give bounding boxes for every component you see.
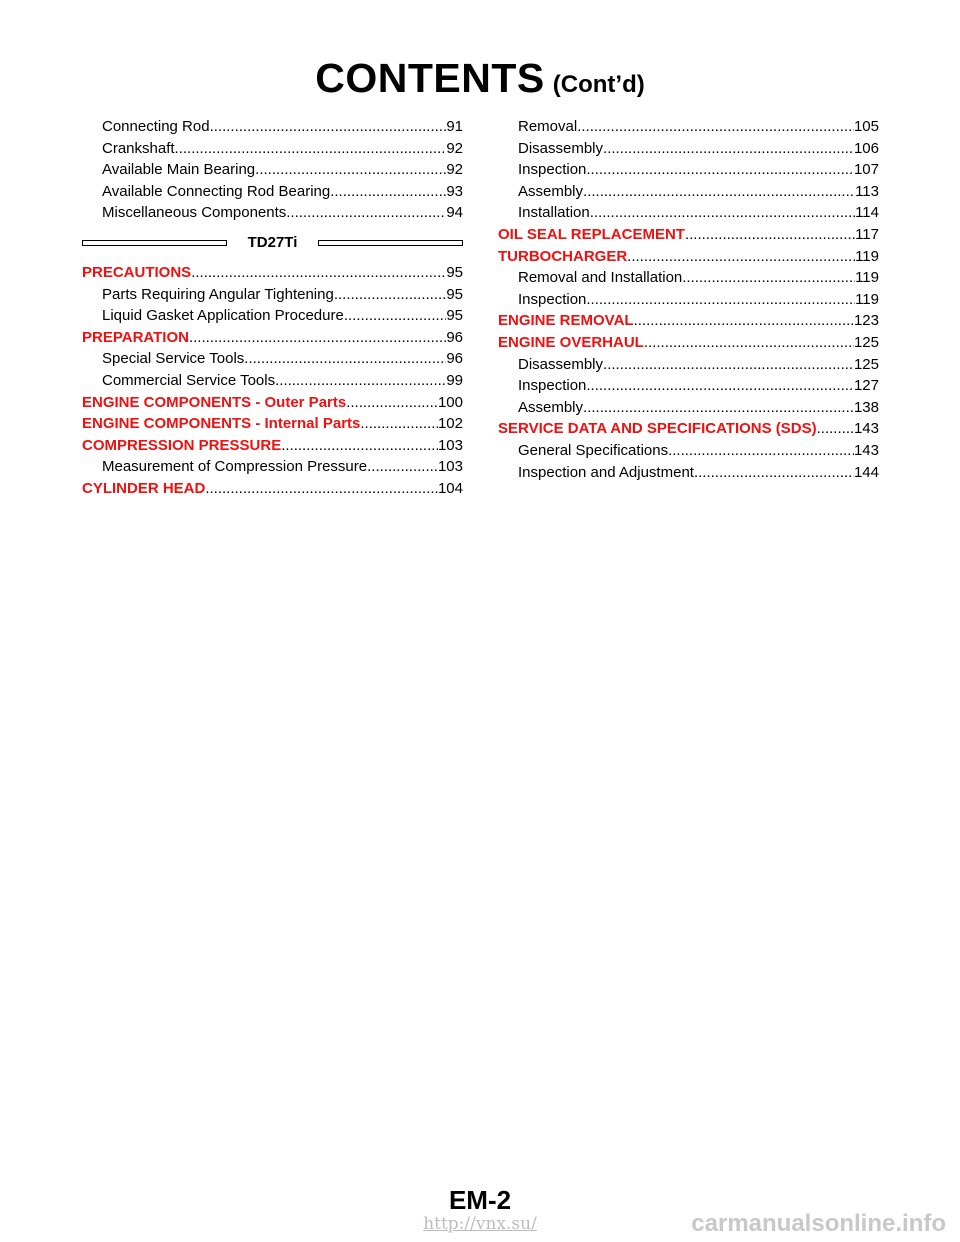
section-name: TD27Ti bbox=[247, 234, 298, 252]
toc-entry-label: SERVICE DATA AND SPECIFICATIONS (SDS) bbox=[498, 420, 817, 438]
leader-dots bbox=[583, 397, 854, 419]
leader-dots bbox=[205, 478, 438, 500]
leader-dots bbox=[344, 305, 446, 327]
leader-dots bbox=[668, 440, 854, 462]
toc-entry-label: Assembly bbox=[518, 398, 584, 416]
toc-entry[interactable] bbox=[82, 138, 463, 160]
toc-entry-page: 100 bbox=[437, 393, 463, 411]
toc-entry-page: 99 bbox=[446, 371, 463, 389]
toc-entry-page: 103 bbox=[437, 458, 463, 476]
toc-entry-label: Parts Requiring Angular Tightening bbox=[102, 285, 334, 303]
toc-entry-label: Measurement of Compression Pressure bbox=[102, 458, 368, 476]
toc-entry-label: CYLINDER HEAD bbox=[82, 479, 206, 497]
leader-dots bbox=[682, 267, 855, 289]
leader-dots bbox=[244, 348, 446, 370]
toc-entry[interactable] bbox=[82, 370, 463, 392]
leader-dots bbox=[634, 310, 854, 332]
toc-entry[interactable] bbox=[498, 462, 879, 484]
toc-entry-label: Removal bbox=[518, 118, 578, 135]
toc-entry-label: Connecting Rod bbox=[102, 118, 210, 135]
divider-rule-right bbox=[318, 240, 463, 246]
toc-entry[interactable] bbox=[498, 138, 879, 160]
divider-rule-left bbox=[82, 240, 227, 246]
toc-entry-page: 123 bbox=[853, 312, 879, 330]
toc-entry-label: Installation bbox=[518, 204, 590, 222]
toc-entry[interactable] bbox=[82, 348, 463, 370]
toc-entry-label: ENGINE COMPONENTS - Outer Parts bbox=[82, 393, 347, 411]
toc-entry[interactable] bbox=[82, 284, 463, 306]
toc-entry[interactable] bbox=[82, 159, 463, 181]
toc-heading-entry[interactable] bbox=[82, 392, 463, 414]
toc-entry[interactable] bbox=[498, 289, 879, 311]
leader-dots bbox=[586, 289, 855, 311]
toc-heading-entry[interactable] bbox=[498, 418, 879, 440]
toc-entry[interactable] bbox=[498, 181, 879, 203]
leader-dots bbox=[817, 418, 854, 440]
toc-entry-label: Available Connecting Rod Bearing bbox=[102, 182, 331, 200]
toc-entry[interactable] bbox=[82, 305, 463, 327]
toc-entry-page: 95 bbox=[446, 307, 463, 325]
toc-heading-entry[interactable] bbox=[498, 332, 879, 354]
toc-left-column bbox=[82, 116, 463, 500]
toc-entry-label: Liquid Gasket Application Procedure bbox=[102, 307, 344, 325]
toc-entry-page: 96 bbox=[446, 350, 463, 368]
toc-entry[interactable] bbox=[82, 202, 463, 224]
leader-dots bbox=[603, 354, 854, 376]
leader-dots bbox=[175, 138, 447, 160]
section-divider bbox=[82, 232, 463, 254]
toc-entry-page: 93 bbox=[446, 182, 463, 200]
toc-entry[interactable] bbox=[82, 181, 463, 203]
toc-entry-label: Inspection bbox=[518, 290, 587, 308]
toc-entry-page: 106 bbox=[853, 139, 879, 157]
toc-entry-page: 119 bbox=[855, 290, 879, 308]
toc-entry-label: Assembly bbox=[518, 182, 584, 200]
toc-entry[interactable] bbox=[498, 397, 879, 419]
toc-entry[interactable] bbox=[498, 267, 879, 289]
leader-dots bbox=[191, 262, 446, 284]
leader-dots bbox=[644, 332, 854, 354]
toc-entry-label: Disassembly bbox=[518, 139, 604, 157]
toc-right-column bbox=[498, 116, 879, 483]
toc-entry-label: PREPARATION bbox=[82, 328, 189, 346]
toc-entry-page: 143 bbox=[853, 420, 879, 438]
toc-entry-page: 96 bbox=[446, 328, 463, 346]
toc-entry-page: 143 bbox=[853, 441, 879, 459]
leader-dots bbox=[583, 181, 855, 203]
toc-heading-entry[interactable] bbox=[498, 246, 879, 268]
toc-entry-label: Disassembly bbox=[518, 355, 604, 373]
toc-entry-label: ENGINE COMPONENTS - Internal Parts bbox=[82, 415, 361, 433]
toc-heading-entry[interactable] bbox=[82, 327, 463, 349]
toc-entry-label: ENGINE OVERHAUL bbox=[498, 333, 644, 351]
toc-entry-page: 91 bbox=[446, 118, 463, 135]
toc-heading-entry[interactable] bbox=[498, 224, 879, 246]
toc-entry-page: 113 bbox=[855, 182, 879, 200]
toc-entry[interactable] bbox=[498, 202, 879, 224]
toc-entry-page: 114 bbox=[855, 204, 879, 222]
toc-entry-page: 125 bbox=[853, 333, 879, 351]
title-main: CONTENTS bbox=[315, 55, 545, 101]
toc-heading-entry[interactable] bbox=[498, 310, 879, 332]
leader-dots bbox=[360, 413, 438, 435]
toc-entry-page: 104 bbox=[437, 479, 463, 497]
title-subtitle: (Cont’d) bbox=[552, 71, 645, 98]
toc-entry[interactable] bbox=[498, 354, 879, 376]
footer-link[interactable]: http://vnx.su/ bbox=[423, 1214, 537, 1234]
toc-entry-label: Crankshaft bbox=[102, 139, 175, 157]
toc-entry[interactable] bbox=[498, 375, 879, 397]
page-title bbox=[0, 55, 960, 102]
toc-entry-page: 138 bbox=[853, 398, 879, 416]
toc-entry-page: 105 bbox=[853, 118, 879, 135]
toc-entry-label: Special Service Tools bbox=[102, 350, 245, 368]
leader-dots bbox=[603, 138, 854, 160]
watermark: carmanualsonline.info bbox=[691, 1210, 946, 1237]
toc-entry-page: 102 bbox=[437, 415, 463, 433]
toc-entry[interactable] bbox=[82, 116, 463, 138]
toc-entry-page: 92 bbox=[446, 161, 463, 179]
leader-dots bbox=[275, 370, 446, 392]
toc-entry-page: 103 bbox=[437, 436, 463, 454]
toc-entry-label: Inspection bbox=[518, 161, 587, 179]
leader-dots bbox=[286, 202, 446, 224]
leader-dots bbox=[255, 159, 446, 181]
leader-dots bbox=[586, 375, 854, 397]
leader-dots bbox=[367, 456, 438, 478]
toc-entry-label: Inspection and Adjustment bbox=[518, 463, 694, 481]
toc-entry[interactable] bbox=[498, 440, 879, 462]
toc-entry[interactable] bbox=[82, 456, 463, 478]
toc-entry-page: 95 bbox=[446, 285, 463, 303]
toc-entry-label: Inspection bbox=[518, 377, 587, 395]
toc-entry-page: 107 bbox=[853, 161, 879, 179]
leader-dots bbox=[330, 181, 446, 203]
leader-dots bbox=[281, 435, 438, 457]
toc-entry-label: Commercial Service Tools bbox=[102, 371, 276, 389]
toc-entry-page: 117 bbox=[855, 225, 879, 243]
toc-entry-page: 127 bbox=[853, 377, 879, 395]
toc-entry-label: PRECAUTIONS bbox=[82, 263, 192, 281]
toc-entry-label: OIL SEAL REPLACEMENT bbox=[498, 225, 685, 243]
toc-heading-entry[interactable] bbox=[82, 435, 463, 457]
leader-dots bbox=[334, 284, 447, 306]
toc-entry-page: 125 bbox=[853, 355, 879, 373]
leader-dots bbox=[586, 159, 854, 181]
toc-heading-entry[interactable] bbox=[82, 262, 463, 284]
toc-entry-label: General Specifications bbox=[518, 441, 669, 459]
toc-entry-label: COMPRESSION PRESSURE bbox=[82, 436, 282, 454]
toc-entry-label: TURBOCHARGER bbox=[498, 247, 628, 265]
leader-dots bbox=[189, 327, 446, 349]
leader-dots bbox=[685, 224, 855, 246]
toc-entry[interactable] bbox=[498, 159, 879, 181]
toc-entry-label: Removal and Installation bbox=[518, 269, 683, 287]
toc-entry-page: 95 bbox=[446, 263, 463, 281]
toc-heading-entry[interactable] bbox=[82, 478, 463, 500]
toc-heading-entry[interactable] bbox=[82, 413, 463, 435]
toc-entry[interactable] bbox=[498, 116, 879, 138]
leader-dots bbox=[210, 116, 447, 138]
leader-dots bbox=[577, 116, 854, 138]
toc-entry-label: ENGINE REMOVAL bbox=[498, 312, 634, 330]
toc-entry-page: 92 bbox=[446, 139, 463, 157]
leader-dots bbox=[590, 202, 855, 224]
leader-dots bbox=[627, 246, 855, 268]
toc-entry-page: 94 bbox=[446, 204, 463, 222]
toc-entry-page: 144 bbox=[853, 463, 879, 481]
leader-dots bbox=[346, 392, 438, 414]
toc-entry-label: Miscellaneous Components bbox=[102, 204, 287, 222]
toc-entry-label: Available Main Bearing bbox=[102, 161, 256, 179]
toc-entry-page: 119 bbox=[855, 247, 879, 265]
leader-dots bbox=[694, 462, 854, 484]
toc-entry-page: 119 bbox=[855, 269, 879, 287]
page-code: EM-2 bbox=[448, 1185, 512, 1215]
